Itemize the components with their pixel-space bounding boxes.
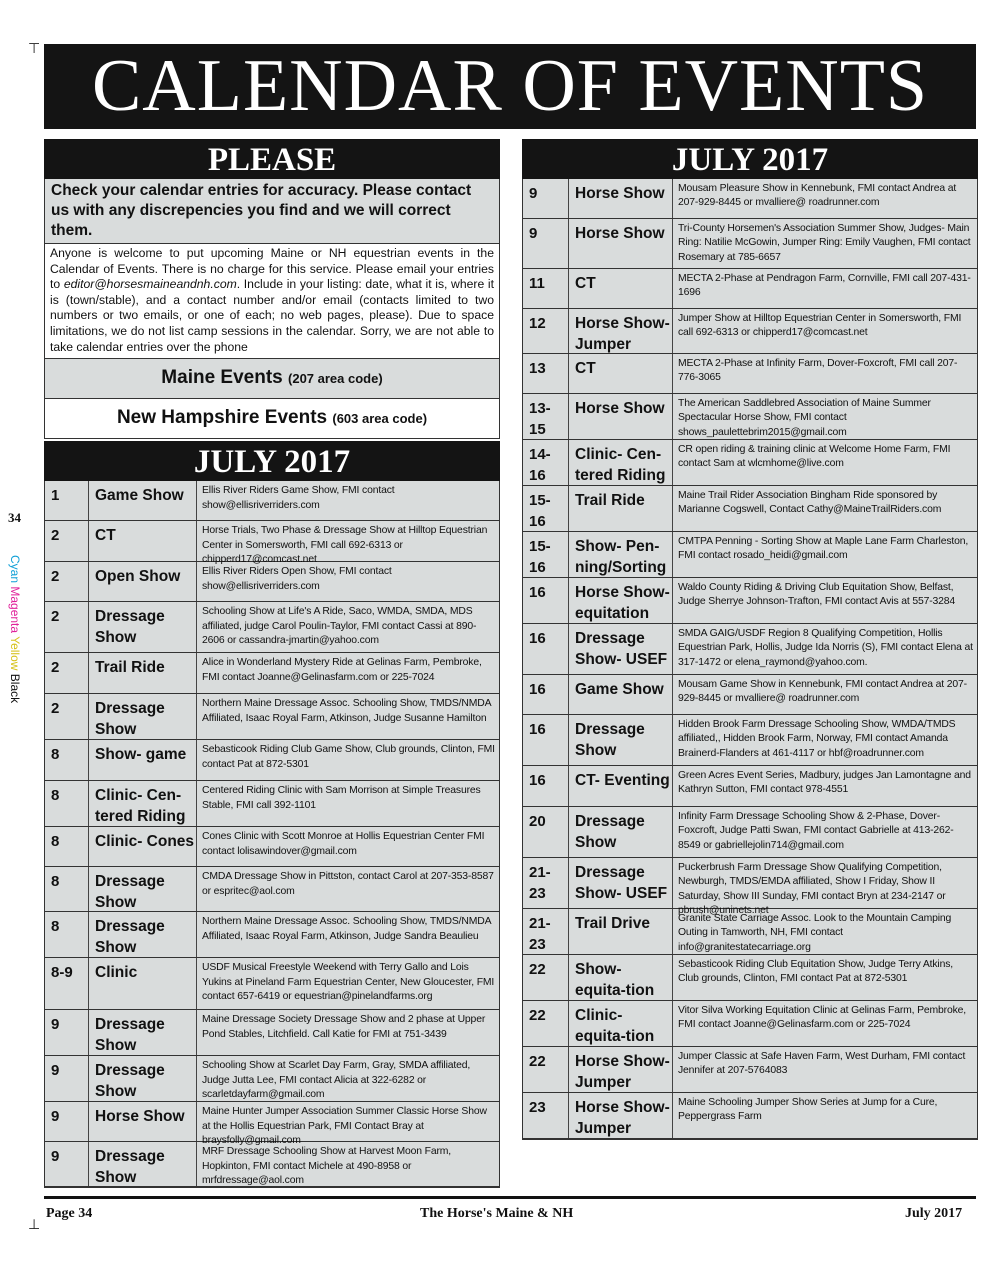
event-row — [522, 219, 978, 269]
event-details: Schooling Show at Scarlet Day Farm, Gray, SMDA affiliated, Judge Jutta Lee, FMI contact Alicia at 322-6282 or scarletdayfarm@gmail.com — [202, 1060, 471, 1100]
event-row — [44, 602, 500, 653]
event-type: Clinic- Cones — [89, 827, 197, 866]
event-type: Dressage Show — [569, 807, 673, 857]
nh-events-legend — [44, 399, 500, 439]
event-details: Northern Maine Dressage Assoc. Schooling Show, TMDS/NMDA Affiliated, Isaac Royal Farm, Atkinson, Judge Sandra Beaulieu — [202, 916, 491, 942]
event-date: 2 — [45, 653, 89, 693]
color-cyan-label: Cyan — [8, 555, 22, 584]
event-row — [522, 354, 978, 394]
event-details: Centered Riding Clinic with Sam Morrison at Simple Treasures Stable, FMI call 392-1101 — [202, 785, 481, 811]
event-row — [44, 481, 500, 521]
event-type: Horse Show — [89, 1102, 197, 1141]
event-type: Clinic- equita-tion — [569, 1001, 673, 1046]
event-details: Maine Dressage Society Dressage Show and 2 phase at Upper Pond Stables, Litchfield. Call Katie for FMI at 751-3439 — [202, 1014, 486, 1040]
event-date: 23 — [523, 1093, 569, 1138]
event-row — [522, 309, 978, 354]
event-date: 8-9 — [45, 958, 89, 1009]
event-type: CT — [569, 269, 673, 308]
maine-area-code: (207 area code) — [288, 371, 383, 387]
event-type: Clinic — [89, 958, 197, 1009]
event-details: USDF Musical Freestyle Weekend with Terry Gallo and Lois Yukins at Pineland Farm Equestrian Center, New Gloucester, FMI contact 657-6419 or equestrian@pinelandfarms.org — [202, 962, 495, 1002]
event-details: MECTA 2-Phase at Pendragon Farm, Cornville, FMI call 207-431-1696 — [678, 273, 971, 299]
event-row — [44, 1102, 500, 1146]
event-row — [522, 909, 978, 955]
event-row — [522, 807, 978, 858]
event-details: The American Saddlebred Association of Maine Summer Spectacular Horse Show, FMI contact shows_paulettebrim2015@gmail.com — [678, 398, 931, 438]
event-type: Dressage Show — [89, 1010, 197, 1055]
left-events-list — [44, 481, 500, 1187]
event-date: 13- 15 — [523, 394, 569, 439]
editor-email: editor@horsesmaineandnh.com — [63, 277, 237, 292]
event-details: CMTPA Penning - Sorting Show at Maple Lane Farm Charleston, FMI contact rosado_heidi@gmail.com — [678, 536, 969, 562]
event-date: 16 — [523, 715, 569, 765]
event-date: 22 — [523, 1047, 569, 1092]
instructions-text-1: Anyone is welcome to put upcoming Maine or NH equestrian events in the Calendar of Events. There is no charge for this service. Please email your entries to — [50, 246, 494, 292]
footer-issue: July 2017 — [905, 1206, 963, 1221]
event-type: CT- Eventing — [569, 766, 673, 806]
event-date: 8 — [45, 867, 89, 911]
right-column — [522, 139, 978, 1140]
event-details: Horse Trials, Two Phase & Dressage Show at Hilltop Equestrian Center in Somersworth, FMI call 692-6313 or chipperd17@comcast.net — [202, 525, 488, 565]
event-details: Waldo County Riding & Driving Club Equitation Show, Belfast, Judge Sherrye Johnson-Trafton, FMI contact Avis at 557-3284 — [678, 582, 956, 608]
event-type: Dressage Show — [89, 602, 197, 652]
event-type: Horse Show- Jumper — [569, 1093, 673, 1138]
event-date: 9 — [523, 219, 569, 268]
event-type: Dressage Show- USEF — [569, 858, 673, 908]
event-type: Dressage Show — [89, 1142, 197, 1186]
event-date: 11 — [523, 269, 569, 308]
event-row — [44, 958, 500, 1010]
event-type: Horse Show- Jumper — [569, 1047, 673, 1092]
event-row — [44, 827, 500, 867]
color-yellow-label: Yellow — [8, 636, 22, 671]
event-details: Puckerbrush Farm Dressage Show Qualifying Competition, Newburgh, TMDS/EMDA affiliated, Show I Friday, Show II Saturday, Show III Sunday, FMI contact Bryn at 234-2147 or pbrush@uninets.net — [678, 862, 946, 917]
event-details: Jumper Classic at Safe Haven Farm, West Durham, FMI contact Jennifer at 207-5764083 — [678, 1051, 966, 1077]
event-details: Ellis River Riders Open Show, FMI contact show@ellisriverriders.com — [202, 566, 392, 592]
event-details: Mousam Game Show in Kennebunk, FMI contact Andrea at 207-929-8445 or mvalliere@ roadrunner.com — [678, 679, 967, 705]
event-row — [522, 766, 978, 807]
event-row — [44, 867, 500, 912]
event-date: 22 — [523, 955, 569, 1000]
please-heading: PLEASE — [44, 139, 500, 179]
event-date: 2 — [45, 562, 89, 601]
event-type: Horse Show- Jumper — [569, 309, 673, 353]
event-row — [44, 694, 500, 740]
event-date: 9 — [45, 1102, 89, 1141]
footer-rule — [44, 1196, 976, 1199]
event-type: Dressage Show — [569, 715, 673, 765]
event-row — [522, 715, 978, 766]
nh-area-code: (603 area code) — [332, 411, 428, 427]
event-details: Jumper Show at Hilltop Equestrian Center in Somersworth, FMI call 692-6313 or chipperd17@comcast.net — [678, 313, 962, 339]
event-row — [522, 624, 978, 675]
event-row — [522, 532, 978, 578]
right-events-list — [522, 179, 978, 1139]
event-details: Mousam Pleasure Show in Kennebunk, FMI contact Andrea at 207-929-8445 or mvalliere@ roadrunner.com — [678, 183, 957, 209]
event-details: Alice in Wonderland Mystery Ride at Gelinas Farm, Pembroke, FMI contact Joanne@Gelinasfarm.com or 225-7024 — [202, 657, 482, 683]
event-row — [44, 1010, 500, 1056]
event-type: Horse Show — [569, 394, 673, 439]
event-row — [44, 781, 500, 827]
event-details: Northern Maine Dressage Assoc. Schooling Show, TMDS/NMDA Affiliated, Isaac Royal Farm, Atkinson, Judge Susanne Hamilton — [202, 698, 491, 724]
event-type: Dressage Show — [89, 912, 197, 957]
event-date: 16 — [523, 578, 569, 623]
event-details: Maine Trail Rider Association Bingham Ride sponsored by Marianne Cogswell, Contact Cathy@MaineTrailRiders.com — [678, 490, 942, 516]
event-type: Clinic- Cen-tered Riding — [569, 440, 673, 485]
event-date: 20 — [523, 807, 569, 857]
event-type: Show- Pen-ning/Sorting — [569, 532, 673, 577]
event-type: Dressage Show — [89, 867, 197, 911]
nh-events-label: New Hampshire Events — [116, 407, 328, 429]
event-type: Dressage Show — [89, 694, 197, 739]
event-details: CR open riding & training clinic at Welcome Home Farm, FMI contact Sam at wlcmhome@live.com — [678, 444, 951, 470]
event-details: MRF Dressage Schooling Show at Harvest Moon Farm, Hopkinton, FMI contact Michele at 490-8958 or mrfdressage@aol.com — [202, 1146, 452, 1186]
event-date: 2 — [45, 521, 89, 561]
event-date: 15- 16 — [523, 532, 569, 577]
event-date: 16 — [523, 766, 569, 806]
event-date: 8 — [45, 827, 89, 866]
event-details: Granite State Carriage Assoc. Look to the Mountain Camping Outing in Tamworth, NH, FMI contact info@granitestatecarriage.org — [678, 913, 952, 953]
color-black-label: Black — [8, 673, 22, 704]
event-row — [522, 394, 978, 440]
event-type: Trail Drive — [569, 909, 673, 954]
event-type: Game Show — [569, 675, 673, 714]
event-type: Dressage Show- USEF — [569, 624, 673, 674]
event-date: 16 — [523, 624, 569, 674]
event-row — [522, 858, 978, 917]
event-date: 9 — [45, 1010, 89, 1055]
event-details: Maine Schooling Jumper Show Series at Jump for a Cure, Peppergrass Farm — [678, 1097, 938, 1123]
event-row — [44, 653, 500, 694]
event-row — [44, 1056, 500, 1102]
event-date: 15- 16 — [523, 486, 569, 531]
event-row — [44, 912, 500, 958]
event-details: Cones Clinic with Scott Monroe at Hollis Equestrian Center FMI contact lolisawindover@gmail.com — [202, 831, 485, 857]
event-date: 21- 23 — [523, 858, 569, 908]
event-row — [44, 562, 500, 602]
event-date: 8 — [45, 912, 89, 957]
event-details: Hidden Brook Farm Dressage Schooling Show, WMDA/TMDS affiliated,, Hidden Brook Farm, Norway, FMI contact Amanda Brainerd-Flanders at 461-4117 or hbf@roadrunner.com — [678, 719, 956, 759]
right-month-heading: JULY 2017 — [522, 139, 978, 179]
event-type: CT — [89, 521, 197, 561]
event-details: Sebasticook Riding Club Equitation Show, Judge Terry Atkins, Club grounds, Clinton, FMI contact Pat at 872-5301 — [678, 959, 953, 985]
side-page-number: 34 — [8, 510, 21, 525]
event-row — [522, 1001, 978, 1047]
page-title: CALENDAR OF EVENTS — [44, 44, 976, 129]
event-details: Schooling Show at Life's A Ride, Saco, WMDA, SMDA, MDS affiliated, judge Carol Poulin-Taylor, FMI contact Cassi at 890-2606 or cassandra-jmartin@yahoo.com — [202, 606, 477, 646]
footer-page: Page 34 — [46, 1206, 93, 1221]
event-type: Open Show — [89, 562, 197, 601]
please-instructions — [44, 244, 500, 359]
event-date: 9 — [523, 179, 569, 218]
maine-events-legend — [44, 359, 500, 399]
event-details: Sebasticook Riding Club Game Show, Club grounds, Clinton, FMI contact Pat at 872-5301 — [202, 744, 495, 770]
event-date: 2 — [45, 602, 89, 652]
event-date: 14- 16 — [523, 440, 569, 485]
event-row — [522, 1047, 978, 1093]
event-type: Clinic- Cen-tered Riding — [89, 781, 197, 826]
event-row — [522, 179, 978, 219]
event-date: 22 — [523, 1001, 569, 1046]
event-type: Game Show — [89, 481, 197, 520]
crop-mark-top: ⊤ — [28, 41, 41, 57]
left-column — [44, 139, 500, 1188]
event-date: 12 — [523, 309, 569, 353]
instructions-text-2: . Include in your listing: date, what it is, where it is (town/stable), and a contact number and/or email (contacts limited to two numbers or two emails, or one of each; no web pages, please). Due to space limitations, we do not list camp sessions in the calendar. Sorry, we are not able to take calendar entries over the phone — [50, 277, 494, 354]
event-date: 9 — [45, 1056, 89, 1101]
event-date: 16 — [523, 675, 569, 714]
event-row — [522, 955, 978, 1001]
please-notice: Check your calendar entries for accuracy. Please contact us with any discrepencies you find and we will correct them. — [44, 179, 500, 244]
event-date: 2 — [45, 694, 89, 739]
event-row — [522, 486, 978, 532]
event-date: 13 — [523, 354, 569, 393]
color-registration-strip — [2, 555, 22, 735]
event-type: Show- equita-tion — [569, 955, 673, 1000]
event-details: Ellis River Riders Game Show, FMI contact show@ellisriverriders.com — [202, 485, 395, 511]
event-row — [522, 269, 978, 309]
event-row — [522, 440, 978, 486]
event-date: 1 — [45, 481, 89, 520]
event-details: Maine Hunter Jumper Association Summer Classic Horse Show at the Hollis Equestrian Park, FMI Contact Bray at braysfolly@gmail.com — [202, 1106, 487, 1146]
event-row — [44, 521, 500, 565]
event-row — [522, 675, 978, 715]
event-type: Show- game — [89, 740, 197, 780]
event-row — [522, 578, 978, 624]
event-details: Vitor Silva Working Equitation Clinic at Gelinas Farm, Pembroke, FMI contact Joanne@Gelinasfarm.com or 225-7024 — [678, 1005, 966, 1031]
event-date: 21- 23 — [523, 909, 569, 954]
event-type: CT — [569, 354, 673, 393]
event-details: Tri-County Horsemen's Association Summer Show, Judges- Main Ring: Natilie McGowin, Jumper Ring: Emily Vaughen, FMI contact Rosemary at 785-6657 — [678, 223, 971, 263]
event-type: Horse Show — [569, 179, 673, 218]
event-type: Trail Ride — [89, 653, 197, 693]
crop-mark-bottom: ⊥ — [28, 1217, 41, 1233]
event-type: Dressage Show — [89, 1056, 197, 1101]
event-date: 8 — [45, 740, 89, 780]
event-row — [44, 740, 500, 781]
event-date: 9 — [45, 1142, 89, 1186]
left-month-heading: JULY 2017 — [44, 441, 500, 481]
maine-events-label: Maine Events — [161, 367, 283, 389]
event-details: Green Acres Event Series, Madbury, judges Jan Lamontagne and Kathryn Sutton, FMI contact 978-4551 — [678, 770, 971, 796]
event-details: SMDA GAIG/USDF Region 8 Qualifying Competition, Hollis Equestrian Park, Hollis, Judge Ida Norris (S), FMI contact Elena at 317-1472 or elena_raymond@yahoo.com. — [678, 628, 973, 668]
event-type: Horse Show — [569, 219, 673, 268]
event-details: CMDA Dressage Show in Pittston, contact Carol at 207-353-8587 or espritec@aol.com — [202, 871, 494, 897]
event-details: MECTA 2-Phase at Infinity Farm, Dover-Foxcroft, FMI call 207-776-3065 — [678, 358, 958, 384]
event-type: Horse Show- equitation — [569, 578, 673, 623]
event-type: Trail Ride — [569, 486, 673, 531]
event-details: Infinity Farm Dressage Schooling Show & 2-Phase, Dover-Foxcroft, Judge Patti Swan, FMI contact Gabrielle at 413-262-8549 or gabriellejolin714@gmail.com — [678, 811, 954, 851]
event-row — [522, 1093, 978, 1139]
event-date: 8 — [45, 781, 89, 826]
footer-publication: The Horse's Maine & NH — [420, 1206, 574, 1221]
color-magenta-label: Magenta — [8, 586, 22, 634]
event-row — [44, 1142, 500, 1187]
